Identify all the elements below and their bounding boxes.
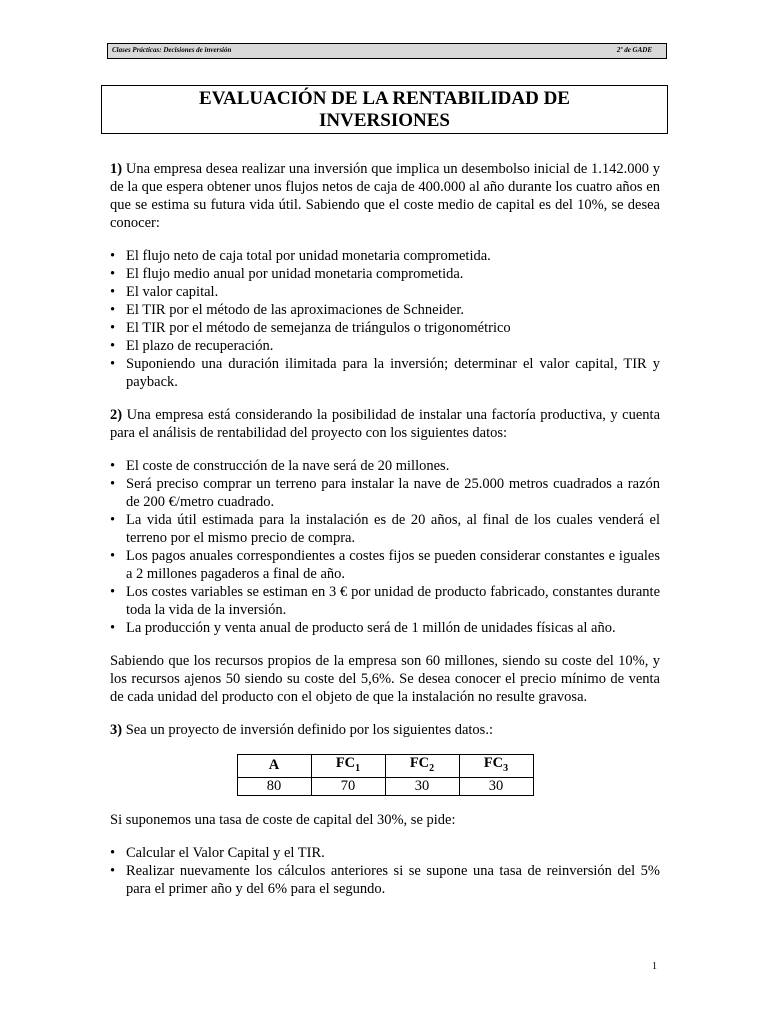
table-header-cell: $FC_1$ (311, 755, 385, 778)
exercise-2-conclusion: Sabiendo que los recursos propios de la empresa son 60 millones, siendo su coste del 10%, y los recursos ajenos 50 siendo su coste del 5,6%. Se desea conocer el precio mínimo de venta de cada unidad del producto con el objeto de que la instalación no resulte gravosa. (110, 653, 660, 705)
exercise-1-number: 1) (110, 161, 123, 177)
exercise-2-statement (110, 406, 660, 442)
table-header-cell: A (237, 755, 311, 778)
table-cell: 30 (459, 777, 533, 795)
list-item: • Los costes variables se estiman en 3 € por unidad de producto fabricado, constantes durante toda la vida de la inversión. (110, 583, 660, 619)
list-item: • Los pagos anuales correspondientes a costes fijos se pueden considerar constantes e iguales a 2 millones pagaderos a final de año. (110, 547, 660, 583)
document-title (101, 85, 668, 134)
list-item: • Será preciso comprar un terreno para instalar la nave de 25.000 metros cuadrados a razón de 200 €/metro cuadrado. (110, 475, 660, 511)
list-item: • El flujo neto de caja total por unidad monetaria comprometida. (110, 247, 660, 265)
table-header-cell: $FC_2$ (385, 755, 459, 778)
exercise-3-text: Sea un proyecto de inversión definido por los siguientes datos.: (125, 722, 493, 738)
table-cell: 80 (237, 777, 311, 795)
list-item: • El TIR por el método de las aproximaciones de Schneider. (110, 301, 660, 319)
title-line-2: INVERSIONES (319, 110, 450, 131)
list-item: • Suponiendo una duración ilimitada para la inversión; determinar el valor capital, TIR y payback. (110, 355, 660, 391)
list-item: • El valor capital. (110, 283, 660, 301)
list-item: • El TIR por el método de semejanza de triángulos o trigonométrico (110, 319, 660, 337)
list-item: • La vida útil estimada para la instalación es de 20 años, al final de los cuales venderá el terreno por el mismo precio de compra. (110, 511, 660, 547)
list-item: • Calcular el Valor Capital y el TIR. (110, 844, 660, 862)
header-course-level (617, 46, 652, 54)
page-number: 1 (652, 961, 657, 972)
exercise-1-list (110, 247, 660, 391)
table-cell: 70 (311, 777, 385, 795)
exercise-3-statement (110, 721, 660, 739)
list-item: • El plazo de recuperación. (110, 337, 660, 355)
exercise-3-number: 3) (110, 722, 123, 738)
exercise-1-statement (110, 160, 660, 232)
cash-flow-table (237, 754, 534, 796)
exercise-2-list (110, 457, 660, 637)
table-header-cell: $FC_3$ (459, 755, 533, 778)
header-course-year: 2º (616, 46, 623, 54)
exercise-1-text: Una empresa desea realizar una inversión que implica un desembolso inicial de 1.142.000 y de la que espera obtener unos flujos netos de caja de 400.000 al año durante los cuatro años en que se estima su futura vida útil. Sabiendo que el coste medio de capital es del 10%, se desea conocer: (110, 161, 660, 231)
exercise-2-text: Una empresa está considerando la posibilidad de instalar una factoría productiva, y cuenta para el análisis de rentabilidad del proyecto con los siguientes datos: (110, 407, 661, 441)
header-course-degree: de GADE (622, 46, 652, 54)
list-item: • El flujo medio anual por unidad monetaria comprometida. (110, 265, 660, 283)
list-item: • El coste de construcción de la nave será de 20 millones. (110, 457, 660, 475)
list-item: • Realizar nuevamente los cálculos anteriores si se supone una tasa de reinversión del 5% para el primer año y del 6% para el segundo. (110, 862, 660, 898)
header-course-title: Clases Prácticas: Decisiones de inversión (112, 46, 232, 54)
table-cell: 30 (385, 777, 459, 795)
list-item: • La producción y venta anual de producto será de 1 millón de unidades físicas al año. (110, 619, 660, 637)
title-line-1: EVALUACIÓN DE LA RENTABILIDAD DE (199, 88, 570, 109)
table-row (237, 777, 533, 795)
document-body (110, 160, 660, 913)
page-header (107, 43, 667, 59)
exercise-2-number: 2) (110, 407, 123, 423)
exercise-3-question: Si suponemos una tasa de coste de capital del 30%, se pide: (110, 811, 456, 828)
table-header-row (237, 755, 533, 778)
exercise-3-list (110, 844, 660, 898)
